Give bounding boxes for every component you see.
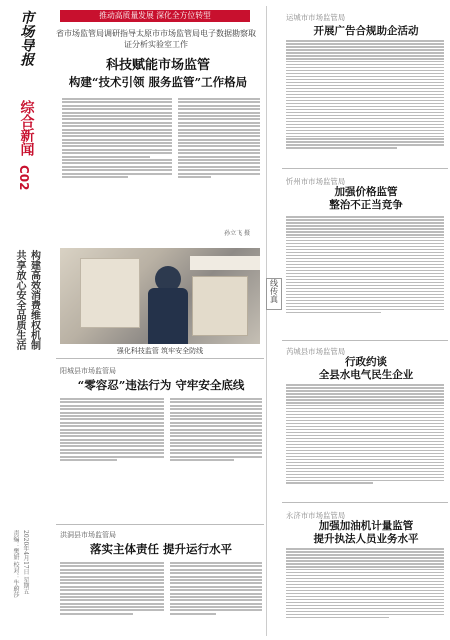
article2-body-right: [170, 398, 262, 462]
separator-4: [282, 340, 448, 341]
right4-title: 加强加油机计量监管 提升执法人员业务水平: [313, 520, 419, 545]
column-divider: [266, 6, 267, 636]
right3-org: 芮城县市场监管局: [286, 347, 346, 356]
page-number: C02: [17, 165, 31, 191]
separator-2: [56, 524, 264, 525]
right2-body: [286, 216, 444, 314]
separator-1: [56, 358, 264, 359]
separator-3: [282, 168, 448, 169]
lead-body-left: [62, 98, 172, 179]
right2-title: 加强价格监管 整治不正当竞争: [329, 186, 403, 211]
article3-body-right: [170, 562, 262, 616]
lead-title: 科技赋能市场监管 构建“技术引领 服务监管”工作格局: [68, 58, 248, 89]
article2-title: “零容忍”违法行为 守牢安全底线: [77, 378, 245, 392]
article2-org: 阳城县市场监管局: [60, 367, 116, 375]
right1-title: 开展广告合规助企活动: [313, 25, 419, 37]
lead-kicker: 省市场监管局调研指导太原市市场监管局电子数据勘察取证分析实验室工作: [56, 29, 256, 49]
sidebar-tag: 线传真: [266, 278, 282, 310]
column-label: 共享放心安全品质生活 构建高效消费维权机制: [14, 250, 40, 350]
lead-byline: 孙立飞 摄: [224, 230, 250, 237]
masthead-column: [0, 0, 50, 640]
right4-org: 永济市市场监管局: [286, 511, 346, 520]
section-title: 综合新闻: [18, 100, 35, 156]
photo-caption: 强化科技监管 筑牢安全防线: [116, 347, 204, 355]
right3-title: 行政约谈 全县水电气民生企业: [318, 356, 414, 381]
right4-body: [286, 548, 444, 620]
right1-body: [286, 40, 444, 150]
lead-body-right: [178, 98, 260, 179]
top-banner: 推动高质量发展 深化全方位转型: [60, 10, 250, 22]
editor-info: 责编：樊妍 校对：牛蔚莎 2020年4月17日 星期五: [12, 530, 29, 598]
right3-body: [286, 384, 444, 485]
right2-org: 忻州市市场监管局: [286, 177, 346, 186]
brand-logo: 市场导报: [18, 10, 35, 66]
separator-5: [282, 502, 448, 503]
article3-title: 落实主体责任 提升运行水平: [89, 542, 232, 556]
article3-org: 洪洞县市场监管局: [60, 531, 116, 539]
lead-photo: [60, 248, 260, 344]
article3-body-left: [60, 562, 164, 616]
right1-org: 运城市市场监管局: [286, 13, 346, 22]
article2-body-left: [60, 398, 164, 462]
